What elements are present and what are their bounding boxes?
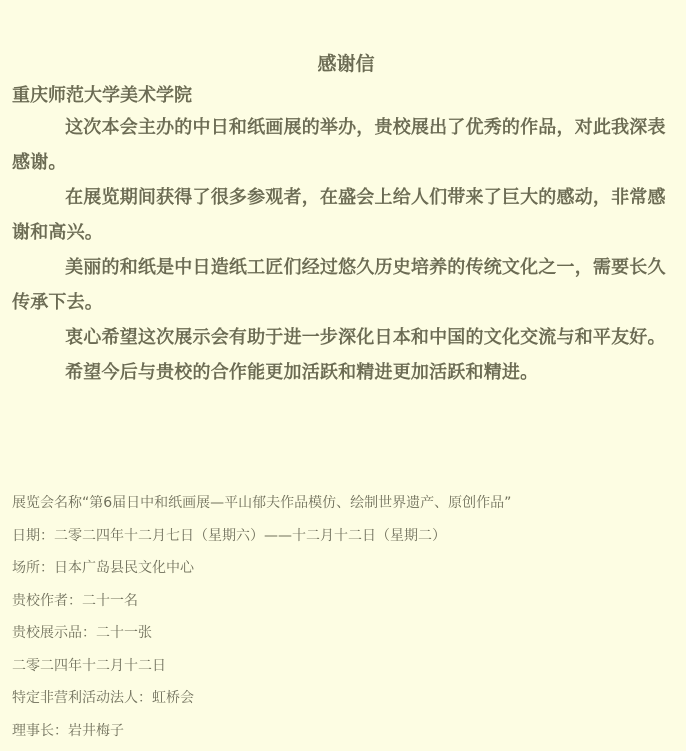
thank-you-letter <box>12 50 676 390</box>
exhibition-date: 日期：二零二四年十二月七日（星期六）——十二月十二日（星期二） <box>12 527 446 544</box>
school-exhibits: 贵校展示品：二十一张 <box>12 625 152 641</box>
letter-paragraph-2: 在展览期间获得了很多参观者，在盛会上给人们带来了巨大的感动，非常感谢和高兴。 <box>12 187 666 243</box>
chairman: 理事长：岩井梅子 <box>12 722 124 739</box>
letter-title: 感谢信 <box>317 53 375 75</box>
letter-paragraph-5: 希望今后与贵校的合作能更加活跃和精进更加活跃和精进。 <box>65 362 539 383</box>
letter-recipient: 重庆师范大学美术学院 <box>12 85 192 106</box>
letter-paragraph-1: 这次本会主办的中日和纸画展的举办，贵校展出了优秀的作品，对此我深表感谢。 <box>12 117 666 173</box>
exhibition-info <box>12 490 676 750</box>
letter-paragraph-3: 美丽的和纸是中日造纸工匠们经过悠久历史培养的传统文化之一，需要长久传承下去。 <box>12 257 666 313</box>
letter-paragraph-4: 衷心希望这次展示会有助于进一步深化日本和中国的文化交流与和平友好。 <box>65 327 666 348</box>
exhibition-venue: 场所：日本广岛县民文化中心 <box>12 560 194 576</box>
exhibition-name: 展览会名称“第6届日中和纸画展—平山郁夫作品模仿、绘制世界遗产、原创作品” <box>12 495 512 511</box>
organization: 特定非营利活动法人：虹桥会 <box>12 690 194 706</box>
issue-date: 二零二四年十二月十二日 <box>12 657 166 674</box>
school-authors: 贵校作者：二十一名 <box>12 592 138 609</box>
